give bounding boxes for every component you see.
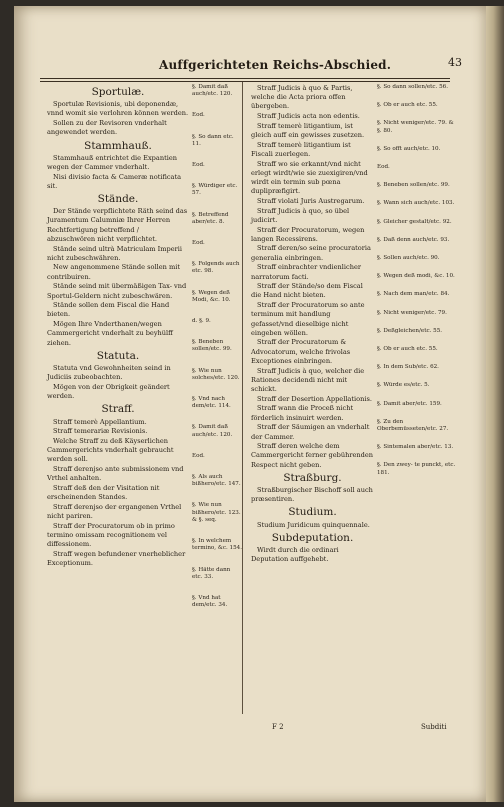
entry-paragraph: Straff violati Juris Austregarum.	[257, 196, 365, 205]
book-page	[14, 6, 486, 802]
entry-paragraph: Straff der Stände/so dem Fiscal die Hand nicht bieten.	[251, 282, 363, 300]
running-header	[74, 58, 462, 76]
margin-note: §. Vnd hat dem/etc. 34.	[192, 594, 228, 609]
margin-note: §. Zu den Oberbemüsseten/etc. 27.	[377, 418, 449, 433]
entry-paragraph: Studium Juridicum quinquennale.	[257, 520, 370, 529]
section-heading: Sportulæ.	[91, 86, 145, 98]
margin-note: §. Hätte dann etc. 33.	[192, 566, 231, 580]
entry-paragraph: Statuta vnd Gewohnheiten seind in Judiciis zubeobachten.	[47, 363, 171, 382]
margin-note: §. Nicht weniger/etc. 79.	[377, 309, 447, 316]
entry-paragraph: Wirdt durch die ordinari Deputation auffgehebt.	[251, 546, 339, 564]
margin-note: §. Damit aber/etc. 159.	[377, 400, 442, 407]
entry-paragraph: Straff Judicis à quo, so übel judicirt.	[251, 206, 350, 224]
running-title: Auffgerichteten Reichs-Abschied.	[159, 58, 392, 72]
margin-note: §. Würde es/etc. 5.	[377, 382, 430, 389]
margin-note: §. Nicht weniger/etc. 79. & §. 80.	[377, 120, 454, 134]
entry-paragraph: Straff temerè Appellantium.	[53, 417, 147, 426]
margin-note: §. Betreffend aber/etc. 8.	[192, 211, 229, 225]
signature-mark: F 2	[272, 723, 284, 731]
entry-paragraph: Sollen zu der Revisoren vnderhalt angewendet werden.	[47, 119, 167, 137]
section-heading: Stände.	[97, 193, 139, 206]
margin-note: §. Daß denn auch/etc. 93.	[377, 236, 450, 243]
section-heading: Statuta.	[96, 349, 140, 362]
margin-note: Eod.	[192, 112, 205, 119]
margin-note: §. Nach dem man/etc. 84.	[377, 291, 450, 298]
entry-paragraph: Nisi divisio facta & Cameræ notificata sit.	[47, 172, 182, 190]
section-heading: Straßburg.	[283, 471, 342, 484]
margin-note: §. Ob er auch etc. 55.	[377, 102, 438, 109]
margin-note: §. Wie nun bißhero/etc. 123. & §. seq.	[192, 502, 241, 523]
margin-note: §. Als auch bißhero/etc. 147.	[192, 474, 241, 488]
entry-paragraph: Der Stände verpflichtete Räth seind das Juramentum Calumniæ Ihrer Herren Rechtfertigung betreffend / abzuschwören nicht verpflichtet.	[47, 207, 188, 243]
margin-note: Eod.	[192, 452, 205, 459]
margin-note: §. So dann etc. 11.	[192, 133, 234, 147]
header-rule	[40, 78, 450, 79]
entry-paragraph: Straff der Säumigen an vnderhalt der Cammer.	[251, 423, 370, 441]
section-heading: Straff.	[101, 403, 135, 416]
entry-paragraph: Straßburgischer Bischoff soll auch præsentiren.	[251, 486, 373, 504]
catchword: Subditi	[421, 723, 447, 731]
entry-paragraph: Mögen von der Obrigkeit geändert werden.	[47, 382, 170, 401]
left-margin-notes	[192, 84, 242, 623]
margin-note: §. Wegen deß modi, &c. 10.	[377, 273, 455, 280]
margin-note: §. Sollen auch/etc. 90.	[377, 255, 440, 262]
margin-note: §. Wann sich auch/etc. 103.	[377, 200, 455, 207]
entry-paragraph: Straff temerè litigantium, ist gleich auff ein gewisses zusetzen.	[251, 121, 365, 140]
margin-note: §. In dem Sub/etc. 62.	[377, 364, 439, 371]
entry-paragraph: Stände sollen dem Fiscal die Hand bieten.	[47, 301, 170, 319]
margin-note: §. Ob er auch etc. 55.	[377, 346, 438, 353]
section-heading: Stammhauß.	[84, 139, 152, 152]
margin-note: Eod.	[192, 162, 205, 169]
margin-note: §. Deßgleichen/etc. 55.	[377, 327, 443, 334]
margin-note: Eod.	[377, 164, 390, 171]
entry-paragraph: Straff deren/so seine procuratoria generalia einbringen.	[251, 244, 371, 262]
margin-note: Eod.	[192, 240, 205, 247]
entry-paragraph: Straff deß den der Visitation nit erscheinenden Standes.	[47, 483, 160, 502]
section-heading: Studium.	[288, 506, 337, 519]
margin-note: §. Beneben sollen/etc. 99.	[377, 182, 450, 189]
margin-note: §. Vnd nach dem/etc. 114.	[192, 396, 231, 410]
entry-paragraph: Straff deren welche dem Cammergericht ferner gebührenden Respect nicht geben.	[251, 442, 374, 469]
page-number: 43	[448, 56, 462, 69]
page-edge	[486, 6, 504, 802]
entry-paragraph: Straff einbrachter vndienlicher narratorum facti.	[251, 263, 361, 281]
margin-note: §. Den zwey- te punckt, etc. 181.	[377, 462, 456, 476]
section-heading: Subdeputation.	[271, 531, 354, 544]
entry-paragraph: Welche Straff zu deß Käyserlichen Cammergerichts vnderhalt gebraucht werden soll.	[47, 436, 174, 464]
margin-note: §. Sintemalen aber/etc. 13.	[377, 444, 454, 451]
entry-paragraph: Straff wegen befundener vnerheblicher Exceptionum.	[47, 549, 186, 568]
entry-paragraph: Mögen Ihre Vnderthanen/wegen Cammergericht vnderhalt zu beyhülff ziehen.	[47, 320, 173, 347]
left-column	[47, 84, 189, 569]
entry-paragraph: Stammhauß entrichtet die Expantien wegen der Cammer vnderhalt.	[47, 153, 177, 171]
entry-paragraph: Straff derenjso der ergangenen Vrthel nicht pariren.	[47, 502, 182, 521]
entry-paragraph: Straff temerariæ Revisionis.	[53, 427, 148, 436]
column-divider	[242, 82, 243, 714]
entry-paragraph: Straff wann die Proceß nicht förderlich insinuirt werden.	[251, 404, 354, 422]
margin-note: §. Folgends auch etc. 98.	[192, 261, 240, 275]
margin-note: §. Gleicher gestalt/etc. 92.	[377, 218, 452, 225]
entry-paragraph: Straff der Procuratorum so ante terminum mit handlung gefasset/vnd dieselbige nicht eingeben wöllen.	[251, 301, 365, 337]
margin-note: §. In welchem termino, &c. 154.	[192, 538, 242, 552]
entry-paragraph: Straff der Procuratorum, wegen langen Recessirens.	[251, 225, 365, 243]
margin-note: §. Damit daß auch/etc. 120.	[192, 84, 233, 98]
margin-note: §. Beneben sollen/etc. 99.	[192, 339, 232, 353]
entry-paragraph: Straff Judicis acta non edentis.	[257, 112, 360, 121]
entry-paragraph: Straff temerè litigantium ist Fiscali zuerlegen.	[251, 140, 351, 158]
margin-note: d. §. 9.	[192, 318, 211, 325]
entry-paragraph: Sportulæ Revisionis, ubi deponendæ, vnnd womit sie verlohren können werden.	[47, 100, 189, 118]
entry-paragraph: Stände seind mit übermäßigen Tax- vnd Sportul-Geldern nicht zubeschwären.	[47, 282, 187, 300]
margin-note: §. Damit daß auch/etc. 120.	[192, 424, 233, 438]
entry-paragraph: Straff derenjso ante submissionem vnd Vrthel anhalten.	[47, 465, 184, 483]
margin-note: §. So dann sollen/etc. 56.	[377, 84, 448, 90]
right-margin-notes	[377, 84, 457, 488]
entry-paragraph: Straff der Desertion Appellationis.	[257, 394, 372, 403]
header-rule-thin	[40, 81, 450, 82]
margin-note: §. Würdiger etc. 57.	[192, 183, 238, 197]
right-column	[251, 84, 374, 565]
entry-paragraph: Straff der Procuratorum ob in primo termino omissam recognitionem vel diffessionem.	[47, 521, 175, 549]
entry-paragraph: Straff wo sie erkannt/vnd nicht erlegt wirdt/wie sie zuexigiren/vnd wirdt ein termin sub pœna duplipræfigirt.	[251, 159, 368, 196]
margin-note: §. So offt auch/etc. 10.	[377, 145, 441, 152]
entry-paragraph: Straff der Procuratorum & Advocatorum, welche frivolas Exceptiones einbringen.	[251, 338, 351, 365]
entry-paragraph: Stände seind ultrà Matriculam Imperii nicht zubeschwähren.	[47, 244, 182, 262]
margin-note: §. Wegen deß Modi, &c. 10.	[192, 289, 231, 303]
entry-paragraph: Straff Judicis à quo, welcher die Rationes decidendi nicht mit schickt.	[251, 366, 365, 393]
margin-note: §. Wie nun solches/etc. 120.	[192, 367, 240, 381]
entry-paragraph: Straff Judicis à quo & Partis, welche die Acta priora offen übergeben.	[251, 84, 353, 111]
entry-paragraph: New angenommene Stände sollen mit contribuiren.	[47, 263, 180, 281]
